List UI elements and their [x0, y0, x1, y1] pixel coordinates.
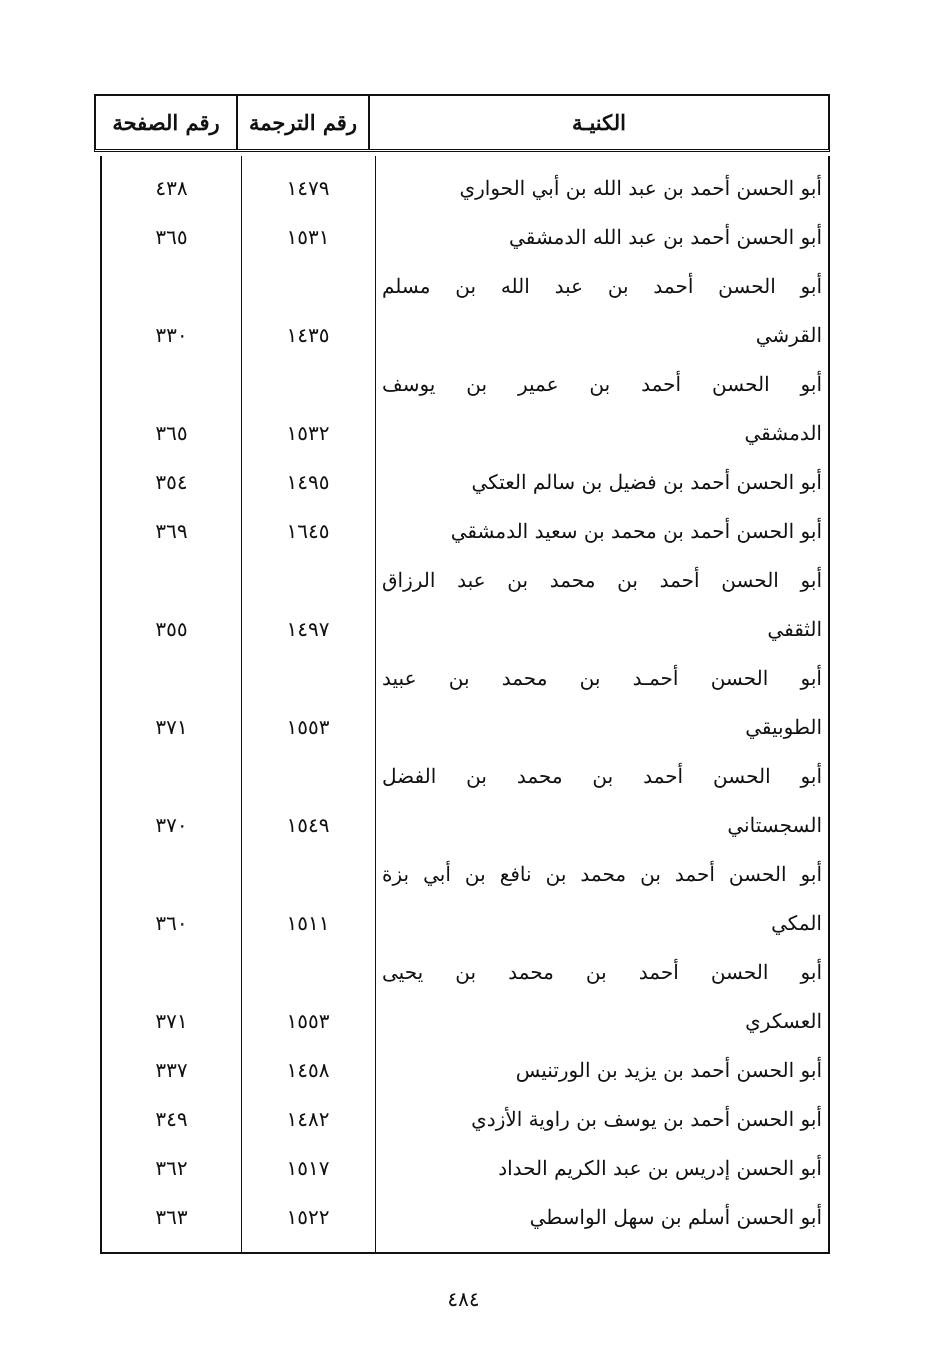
table-row [102, 1046, 832, 1095]
table-row [102, 1193, 832, 1242]
table-row [102, 752, 832, 850]
translation-number-cell: ١٥٥٣ [286, 1009, 330, 1033]
kunya-cell [382, 752, 822, 850]
translation-number-cell: ١٥١٧ [286, 1156, 330, 1180]
kunya-cell [382, 262, 822, 360]
translation-number-cell: ١٥٤٩ [286, 813, 330, 837]
header-kunya: الكنيـة [572, 110, 626, 135]
table-row [102, 360, 832, 458]
kunya-line: أبو الحسن أحمد بن محمد بن عبد الرزاق [382, 568, 822, 592]
kunya-cell [382, 850, 822, 948]
translation-number-cell: ١٥٥٣ [286, 715, 330, 739]
translation-number-cell: ١٤٥٨ [286, 1058, 330, 1082]
table-row [102, 262, 832, 360]
translation-number-cell: ١٥٣٢ [286, 421, 330, 445]
translation-number-cell: ١٤٧٩ [286, 176, 330, 200]
kunya-line: أبو الحسن أسلم بن سهل الواسطي [529, 1205, 822, 1229]
page-number-cell: ٣٦٣ [155, 1205, 188, 1229]
translation-number-cell: ١٦٤٥ [286, 519, 330, 543]
translation-number-cell: ١٥١١ [286, 911, 330, 935]
page-number-cell: ٣٥٤ [155, 470, 188, 494]
table-row [102, 1095, 832, 1144]
kunya-line: أبو الحسن أحمد بن محمد بن نافع بن أبي بزة [382, 862, 822, 886]
translation-number-cell: ١٤٩٥ [286, 470, 330, 494]
kunya-line: المكي [771, 911, 822, 935]
table-row [102, 507, 832, 556]
page-number-cell: ٣٦٠ [155, 911, 188, 935]
kunya-line: أبو الحسن أحمـد بن محمد بن عبيد [382, 666, 822, 690]
kunya-line: أبو الحسن أحمد بن عمير بن يوسف [382, 372, 822, 396]
kunya-line: أبو الحسن أحمد بن محمد بن يحيى [382, 960, 822, 984]
table-row [102, 458, 832, 507]
kunya-cell [382, 1095, 822, 1144]
kunya-cell [382, 458, 822, 507]
kunya-cell [382, 213, 822, 262]
page-number-cell: ٣٦٩ [155, 519, 188, 543]
table-header [94, 94, 830, 152]
kunya-line: العسكري [745, 1009, 822, 1033]
kunya-line: أبو الحسن أحمد بن فضيل بن سالم العتكي [471, 470, 822, 494]
translation-number-cell: ١٤٩٧ [286, 617, 330, 641]
kunya-cell [382, 654, 822, 752]
page-number-cell: ٣٦٥ [155, 225, 188, 249]
kunya-cell [382, 556, 822, 654]
kunya-line: أبو الحسن أحمد بن يزيد بن الورتنيس [515, 1058, 822, 1082]
kunya-line: الثقفي [767, 617, 822, 641]
kunya-line: الطوبيقي [745, 715, 822, 739]
page-number-cell: ٣٧١ [155, 1009, 188, 1033]
kunya-line: القرشي [755, 323, 822, 347]
table-row [102, 164, 832, 213]
page-number-cell: ٣٣٧ [155, 1058, 188, 1082]
translation-number-cell: ١٤٣٥ [286, 323, 330, 347]
page-number-cell: ٤٣٨ [155, 176, 188, 200]
header-page-number: رقم الصفحة [112, 110, 220, 135]
kunya-cell [382, 1144, 822, 1193]
kunya-line: أبو الحسن أحمد بن عبد الله بن مسلم [382, 274, 822, 298]
kunya-cell [382, 1046, 822, 1095]
kunya-line: أبو الحسن أحمد بن عبد الله بن أبي الحواري [459, 176, 822, 200]
table-rows [102, 164, 832, 1242]
kunya-cell [382, 507, 822, 556]
kunya-line: الدمشقي [744, 421, 822, 445]
page-number-cell: ٣٦٢ [155, 1156, 188, 1180]
kunya-line: أبو الحسن أحمد بن محمد بن الفضل [382, 764, 822, 788]
page-number: ٤٨٤ [447, 1287, 480, 1311]
page-number-cell: ٣٧١ [155, 715, 188, 739]
translation-number-cell: ١٥٣١ [286, 225, 330, 249]
index-table [94, 94, 830, 1254]
kunya-line: أبو الحسن أحمد بن عبد الله الدمشقي [509, 225, 822, 249]
kunya-cell [382, 164, 822, 213]
kunya-cell [382, 1193, 822, 1242]
table-row [102, 850, 832, 948]
kunya-line: السجستاني [727, 813, 822, 837]
table-row [102, 1144, 832, 1193]
page-number-cell: ٣٤٩ [155, 1107, 188, 1131]
page-number-cell: ٣٦٥ [155, 421, 188, 445]
kunya-line: أبو الحسن أحمد بن محمد بن سعيد الدمشقي [450, 519, 822, 543]
kunya-cell [382, 948, 822, 1046]
translation-number-cell: ١٥٢٢ [286, 1205, 330, 1229]
page-number-cell: ٣٧٠ [155, 813, 188, 837]
table-row [102, 948, 832, 1046]
table-row [102, 556, 832, 654]
kunya-cell [382, 360, 822, 458]
page-number-cell: ٣٣٠ [155, 323, 188, 347]
translation-number-cell: ١٤٨٢ [286, 1107, 330, 1131]
kunya-line: أبو الحسن أحمد بن يوسف بن راوية الأزدي [471, 1107, 822, 1131]
page-number-cell: ٣٥٥ [155, 617, 188, 641]
table-row [102, 213, 832, 262]
table-body [100, 156, 830, 1254]
header-translation-number: رقم الترجمة [236, 96, 370, 150]
kunya-line: أبو الحسن إدريس بن عبد الكريم الحداد [498, 1156, 822, 1180]
table-row [102, 654, 832, 752]
